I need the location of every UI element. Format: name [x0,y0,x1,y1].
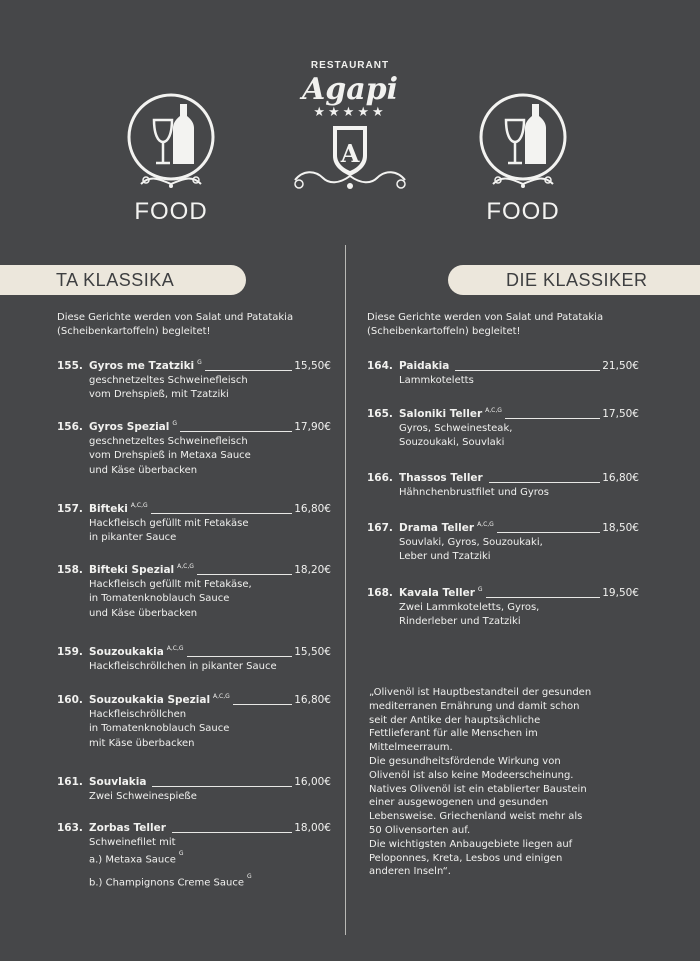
food-label-right: FOOD [486,198,560,225]
food-label-left: FOOD [134,198,208,225]
item-description: Hackfleischröllchen in pikanter Sauce [89,660,277,672]
item-description: in Tomatenknoblauch Sauce [89,593,230,604]
restaurant-label: RESTAURANT [310,60,390,71]
item-description: Zwei Lammkoteletts, Gyros, [399,601,540,613]
item-price: 16,80€ [294,694,331,706]
item-name: Paidakia [399,360,450,372]
menu-item [367,471,639,521]
menu-item [367,586,639,630]
item-description: geschnetzeltes Schweinefleisch [89,435,248,447]
price-leader [489,482,601,483]
item-price: 16,80€ [602,472,639,484]
item-name: Bifteki [89,503,128,515]
item-number: 163. [57,822,83,834]
menu-item [57,693,331,775]
menu-item [57,563,331,645]
allergen-code: A,C,G [485,407,502,414]
allergen-code: G [197,359,202,366]
item-number: 166. [367,472,393,484]
quote-line: Die wichtigsten Anbaugebiete liegen auf [369,838,573,850]
quote-line: Olivenöl ist also keine Modeerscheinung. [369,769,574,781]
item-description: Leber und Tzatziki [399,551,491,562]
item-description: Gyros, Schweinesteak, [399,422,513,434]
item-price: 17,90€ [294,421,331,433]
menu-item [367,359,639,407]
item-description: Zwei Schweinespieße [89,790,197,802]
item-description: Souzoukaki, Souvlaki [399,437,505,448]
item-number: 165. [367,408,393,420]
item-price: 15,50€ [294,360,331,372]
item-description: vom Drehspieß in Metaxa Sauce [89,450,251,461]
item-description: Hähnchenbrustfilet und Gyros [399,486,549,498]
food-badge-left [111,92,231,226]
item-number: 164. [367,360,393,372]
brand-name: Agapi [301,72,399,107]
item-price: 18,20€ [294,564,331,576]
item-name: Kavala Teller [399,587,475,599]
menu-item [57,359,331,420]
price-leader [197,574,292,575]
wine-glass-bottle-icon [468,92,578,202]
price-leader [486,597,601,598]
item-description: Schweinefilet mit [89,836,176,848]
menu-item [367,521,639,586]
item-description: geschnetzeltes Schweinefleisch [89,374,248,386]
item-price: 15,50€ [294,646,331,658]
allergen-code: G [477,586,483,593]
item-description: und Käse überbacken [89,607,198,619]
item-number: 159. [57,646,83,658]
sauce-option [57,873,331,891]
item-description: Hackfleischröllchen [89,708,187,720]
item-name: Thassos Teller [399,472,483,484]
sauce-option-label: b.) Champignons Creme Sauce [89,877,245,889]
quote-line: Mittelmeerraum. [369,742,453,754]
menu-column-left [57,359,331,891]
allergen-code: A,C,G [177,563,194,570]
item-number: 157. [57,503,83,515]
item-price: 18,00€ [294,822,331,834]
menu-column-right [367,359,639,630]
item-number: 158. [57,564,83,576]
item-price: 17,50€ [602,408,639,420]
section-heading-left: TA KLASSIKA [0,265,246,295]
item-description: Rinderleber und Tzatziki [399,616,521,627]
allergen-code: G [172,420,178,427]
item-name: Souzoukakia [89,646,164,658]
price-leader [187,656,293,657]
item-price: 18,50€ [602,522,639,534]
price-leader [151,513,293,514]
item-number: 168. [367,587,393,599]
price-leader [505,418,600,419]
price-leader [205,370,292,371]
item-name: Souzoukakia Spezial [89,694,211,706]
menu-item [57,775,331,821]
price-leader [180,431,292,432]
item-name: Zorbas Teller [89,822,166,834]
quote-line: Die gesundheitsfördende Wirkung von [369,755,561,767]
price-leader [152,786,292,787]
allergen-code: G [178,850,184,857]
quote-line: Peloponnes, Kreta, Lesbos und einigen [369,852,563,864]
food-badge-right [463,92,583,226]
wine-glass-bottle-icon [116,92,226,202]
price-leader [172,832,292,833]
item-name: Souvlakia [89,776,147,788]
price-leader [497,532,600,533]
menu-item [57,420,331,502]
menu-item [367,407,639,471]
star-rating: ★★★★★ [313,105,387,120]
menu-item [57,645,331,693]
allergen-code: A,C,G [166,645,184,652]
quote-line: „Olivenöl ist Hauptbestandteil der gesunden [369,687,592,698]
item-name: Gyros me Tzatziki [89,360,195,372]
item-description: Souvlaki, Gyros, Souzoukaki, [399,536,543,548]
quote-line: mediterranen Ernährung und damit schon [369,700,580,712]
item-name: Drama Teller [399,522,475,534]
item-price: 16,00€ [294,776,331,788]
item-description: in Tomatenknoblauch Sauce [89,723,230,734]
item-description: in pikanter Sauce [89,532,177,543]
item-name: Gyros Spezial [89,421,170,433]
quote-line: einer ausgewogenen und gesunden [369,797,549,809]
item-name: Saloniki Teller [399,408,483,420]
price-leader [233,704,292,705]
item-description: Hackfleisch gefüllt mit Fetakäse [89,517,249,529]
menu-item [57,821,331,891]
item-number: 160. [57,694,83,706]
intro-text-left: Diese Gerichte werden von Salat und Patatakia (Scheibenkartoffeln) begleitet! [57,312,294,337]
sauce-option-label: a.) Metaxa Sauce [89,854,176,866]
crest-letter: A [340,139,360,168]
item-description: mit Käse überbacken [89,737,195,749]
allergen-code: A,C,G [130,502,148,509]
olive-oil-quote [369,686,647,879]
item-price: 19,50€ [602,587,639,599]
restaurant-logo [270,60,430,194]
item-price: 16,80€ [294,503,331,515]
quote-line: anderen Inseln“. [369,866,451,878]
allergen-code: A,C,G [213,693,230,700]
quote-line: seit der Antike der hauptsächliche [369,714,541,726]
item-description: Hackfleisch gefüllt mit Fetakäse, [89,578,252,590]
item-description: und Käse überbacken [89,464,198,476]
column-divider [345,245,346,935]
item-number: 161. [57,776,83,788]
quote-line: Lebensweise. Griechenland weist mehr als [369,811,583,823]
allergen-code: G [247,872,252,880]
menu-item [57,502,331,563]
intro-text-right: Diese Gerichte werden von Salat und Patatakia (Scheibenkartoffeln) begleitet! [367,312,604,337]
item-number: 167. [367,522,393,534]
price-leader [455,370,600,371]
item-number: 156. [57,421,83,433]
quote-line: Fettlieferant für alle Menschen im [369,728,538,740]
crest-shield-icon [285,122,415,194]
item-name: Bifteki Spezial [89,564,175,576]
quote-line: Natives Olivenöl ist ein etablierter Baustein [369,783,587,795]
item-number: 155. [57,360,83,372]
section-heading-right: DIE KLASSIKER [448,265,700,295]
item-price: 21,50€ [602,360,639,372]
quote-line: 50 Olivensorten auf. [369,824,471,836]
item-description: vom Drehspieß, mit Tzatziki [89,389,229,400]
allergen-code: A,C,G [477,521,494,528]
item-description: Lammkoteletts [399,374,474,386]
sauce-option [57,850,331,868]
